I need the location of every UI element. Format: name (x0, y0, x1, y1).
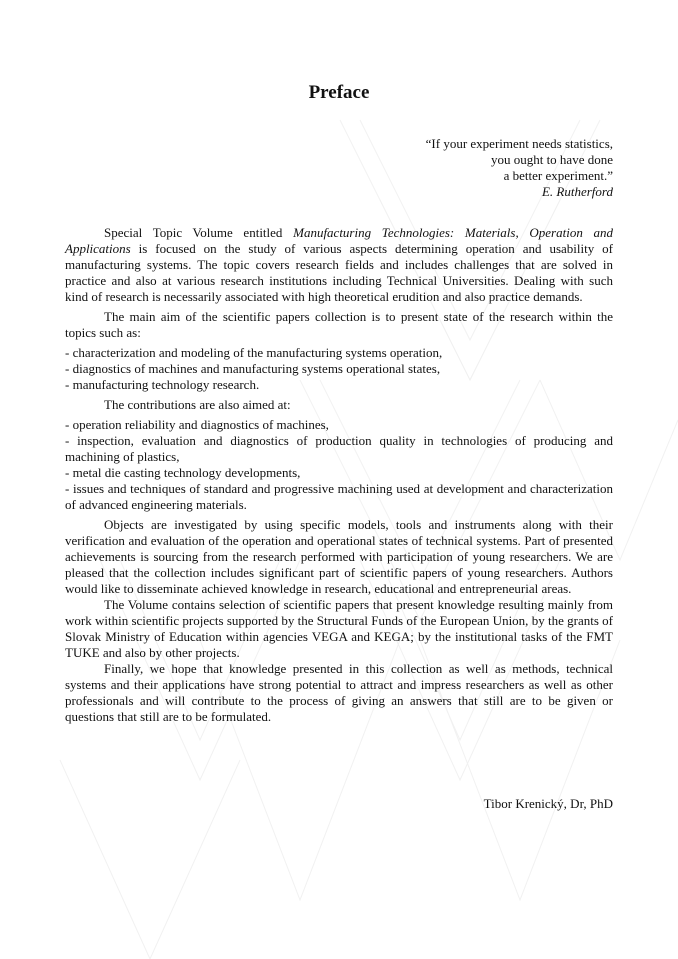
epigraph-line: “If your experiment needs statistics, (425, 136, 613, 151)
intro-paragraph (65, 225, 613, 305)
body-paragraph: Finally, we hope that knowledge presented in this collection as well as methods, technical systems and their applications have strong potential to attract and impress researchers as well as other professionals and will contribute to the process of giving an answers that still are to be given or questions that still are to be formulated. (65, 661, 613, 724)
epigraph-line: a better experiment.” (503, 168, 613, 183)
epigraph-line: you ought to have done (490, 152, 613, 167)
contributions-list (65, 417, 613, 513)
topics-list (65, 345, 613, 393)
contributions-intro: The contributions are also aimed at: (104, 397, 291, 412)
intro-rest: is focused on the study of various aspects determining operation and usability of manufacturing systems. The topic covers research fields and includes challenges that are solved in practice and also at various research institutions including Technical Universities. Dealing with such kind of research is necessarily associated with high theoretical erudition and also practice demands. (65, 241, 613, 304)
signature: Tibor Krenický, Dr, PhD (483, 796, 613, 811)
intro-lead: Special Topic Volume entitled (104, 225, 294, 240)
body-paragraph: Objects are investigated by using specific models, tools and instruments along with their verification and evaluation of the operation and operational states of technical systems. Part of presented achievements is sourcing from the research performed with participation of young researchers. We are pleased that the collection includes significant part of scientific papers of young researchers. Authors would like to disseminate achieved knowledge in research, educational and entrepreneurial areas. (65, 517, 613, 596)
list-item: - issues and techniques of standard and progressive machining used at development and characterization of advanced engineering materials. (65, 481, 613, 512)
list-item: - inspection, evaluation and diagnostics of production quality in technologies of producing and machining of plastics, (65, 433, 613, 464)
page-title: Preface (308, 82, 370, 103)
list-item: - characterization and modeling of the manufacturing systems operation, (65, 345, 443, 360)
epigraph-quote (426, 136, 613, 200)
aim-paragraph: The main aim of the scientific papers collection is to present state of the research within the topics such as: (65, 309, 613, 340)
list-item: - manufacturing technology research. (65, 377, 260, 392)
body-paragraph: The Volume contains selection of scientific papers that present knowledge resulting mainly from work within scientific projects supported by the Structural Funds of the European Union, by the grants of Slovak Ministry of Education within agencies VEGA and KEGA; by the institutional tasks of the FMT TUKE and also by other projects. (65, 597, 613, 660)
list-item: - operation reliability and diagnostics of machines, (65, 417, 329, 432)
epigraph-author: E. Rutherford (541, 184, 613, 199)
preface-body (65, 225, 613, 725)
list-item: - metal die casting technology developments, (65, 465, 301, 480)
list-item: - diagnostics of machines and manufacturing systems operational states, (65, 361, 441, 376)
volume-title: Manufacturing Technologies: Materials, Operation and Applications (65, 225, 614, 256)
